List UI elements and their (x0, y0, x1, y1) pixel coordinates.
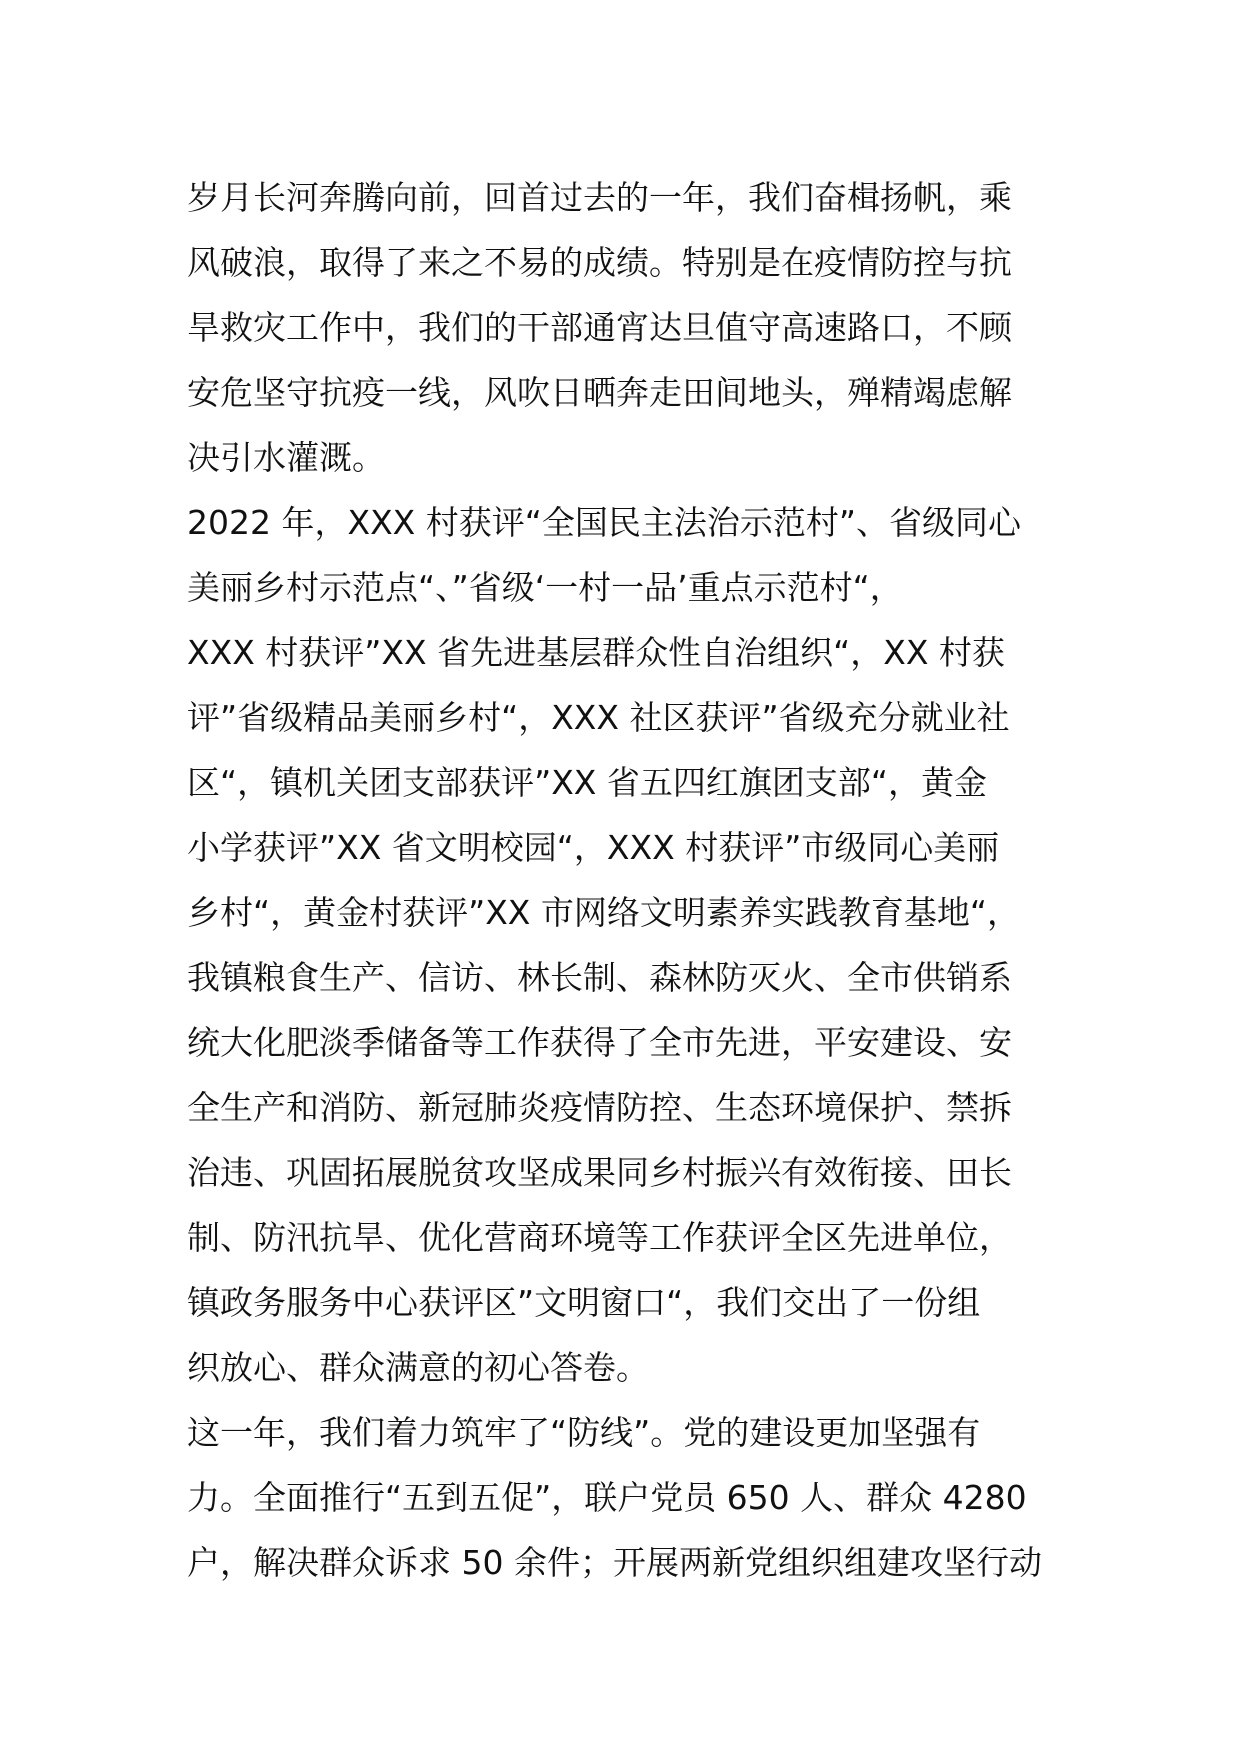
text-line: 织放心、群众满意的初心答卷。 (187, 1348, 649, 1387)
text-line: 户，解决群众诉求 50 余件；开展两新党组织组建攻坚行动 (187, 1543, 1042, 1582)
text-line: 小学获评”XX 省文明校园“，XXX 村获评”市级同心美丽 (187, 828, 1000, 867)
text-line: 2022 年，XXX 村获评“全国民主法治示范村”、省级同心 (187, 503, 1021, 542)
text-line: 美丽乡村示范点“、”省级‘一村一品’重点示范村“， (187, 568, 903, 607)
text-line: 安危坚守抗疫一线，风吹日晒奔走田间地头，殚精竭虑解 (187, 373, 1012, 412)
text-line: 决引水灌溉。 (187, 438, 385, 477)
text-line: 统大化肥淡季储备等工作获得了全市先进，平安建设、安 (187, 1023, 1012, 1062)
text-line: XXX 村获评”XX 省先进基层群众性自治组织“，XX 村获 (187, 633, 1005, 672)
text-line: 区“，镇机关团支部获评”XX 省五四红旗团支部“，黄金 (187, 763, 987, 802)
paragraph (187, 490, 1067, 1400)
text-line: 我镇粮食生产、信访、林长制、森林防灭火、全市供销系 (187, 958, 1012, 997)
text-line: 这一年，我们着力筑牢了“防线”。党的建设更加坚强有 (187, 1413, 981, 1452)
text-line: 岁月长河奔腾向前，回首过去的一年，我们奋楫扬帆，乘 (187, 178, 1012, 217)
text-line: 旱救灾工作中，我们的干部通宵达旦值守高速路口，不顾 (187, 308, 1012, 347)
text-line: 制、防汛抗旱、优化营商环境等工作获评全区先进单位， (187, 1218, 1012, 1257)
paragraph (187, 165, 1067, 490)
text-line: 评”省级精品美丽乡村“，XXX 社区获评”省级充分就业社 (187, 698, 1010, 737)
text-line: 风破浪，取得了来之不易的成绩。特别是在疫情防控与抗 (187, 243, 1012, 282)
text-line: 全生产和消防、新冠肺炎疫情防控、生态环境保护、禁拆 (187, 1088, 1012, 1127)
paragraph (187, 1400, 1067, 1595)
text-line: 镇政务服务中心获评区”文明窗口“，我们交出了一份组 (187, 1283, 981, 1322)
text-line: 治违、巩固拓展脱贫攻坚成果同乡村振兴有效衔接、田长 (187, 1153, 1012, 1192)
text-line: 乡村“，黄金村获评”XX 市网络文明素养实践教育基地“， (187, 893, 1020, 932)
text-line: 力。全面推行“五到五促”，联户党员 650 人、群众 4280 (187, 1478, 1027, 1517)
document-body (187, 165, 1067, 1595)
